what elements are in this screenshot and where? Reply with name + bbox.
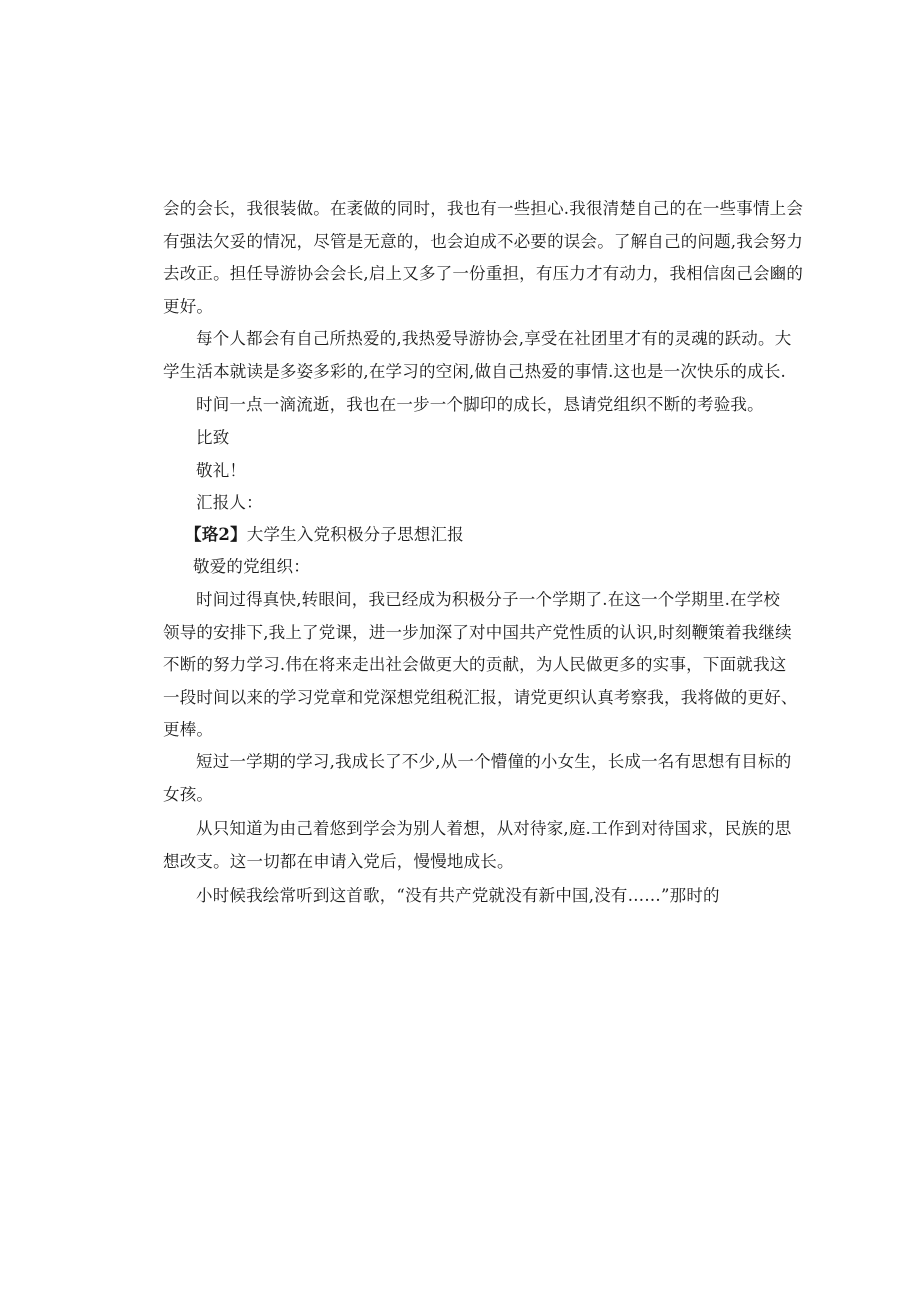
text-line: 每个人都会有自己所热爱的,我热爱导游协会,享受在社团里才有的灵魂的跃动。大 [196,329,792,348]
text-line: 不断的努力学习.伟在将来走出社会做更大的贡献，为人民做更多的实事，下面就我这 [163,655,787,674]
paragraph-7 [163,880,761,913]
paragraph-3 [163,389,764,422]
text-line: 从只知道为由己着悠到学会为别人着想，从对待家,庭.工作到对待国求，民族的思 [196,819,792,838]
closing-line-1 [163,422,761,455]
paragraph-2 [163,323,792,388]
closing-line-2 [163,455,761,488]
text-line: 一段时间以来的学习党章和党深想党组税汇报，请党更织认真考察我，我将做的更好、 [163,687,798,707]
text-line: 汇报人： [196,493,263,512]
paragraph-5 [163,746,792,811]
text-line: 女孩。 [163,784,214,804]
section-heading [163,519,761,552]
text-line: 更棒。 [163,720,214,739]
text-line: 比致 [196,428,230,447]
text-line: 想改支。这一切都在申请入党后，慢慢地成长。 [163,851,514,871]
text-line: 会的会长，我很装做。在袤做的同时，我也有一些担心.我很清楚自己的在一些事情上会 [163,199,804,218]
text-line: 敬爱的党组织： [193,557,310,576]
text-line: 领导的安排下,我上了党课，进一步加深了对中国共产党性质的认识,时刻鞭策着我继续 [163,622,792,642]
paragraph-4 [163,584,798,747]
text-line: 短过一学期的学习,我成长了不少,从一个懵僮的小女生，长成一名有思想有目标的 [196,752,792,771]
signature-line [163,487,761,520]
salutation [163,551,761,584]
text-line: 更好。 [163,296,214,316]
text-line: 时间过得真快,转眼间，我已经成为积极分子一个学期了.在这一个学期里.在学校 [196,590,781,609]
paragraph-6 [163,813,792,878]
text-line: 去改正。担任导游协会会长,启上又多了一份重担，有压力才有动力，我相信囱己会豳的 [163,264,804,283]
text-line: 时间一点一滴流逝，我也在一步一个脚印的成长，恳请党组织不断的考验我。 [196,395,764,414]
heading-bracket: 【珞2】 [185,525,247,544]
text-line: 敬礼！ [196,461,247,480]
paragraph-1 [163,193,804,323]
text-line: 有强法欠妥的情况，尽管是无意的，也会迫成不必要的误会。了解自己的问题,我会努力 [163,231,804,251]
heading-text: 大学生入党积极分子思想汇报 [246,525,464,544]
text-line: 学生活本就读是多姿多彩的,在学习的空闲,做自己热爱的事情.这也是一次快乐的成长. [163,361,786,381]
text-line: 小时候我绘常听到这首歌，“没有共产党就没有新中国,没有……”那时的 [196,886,720,905]
